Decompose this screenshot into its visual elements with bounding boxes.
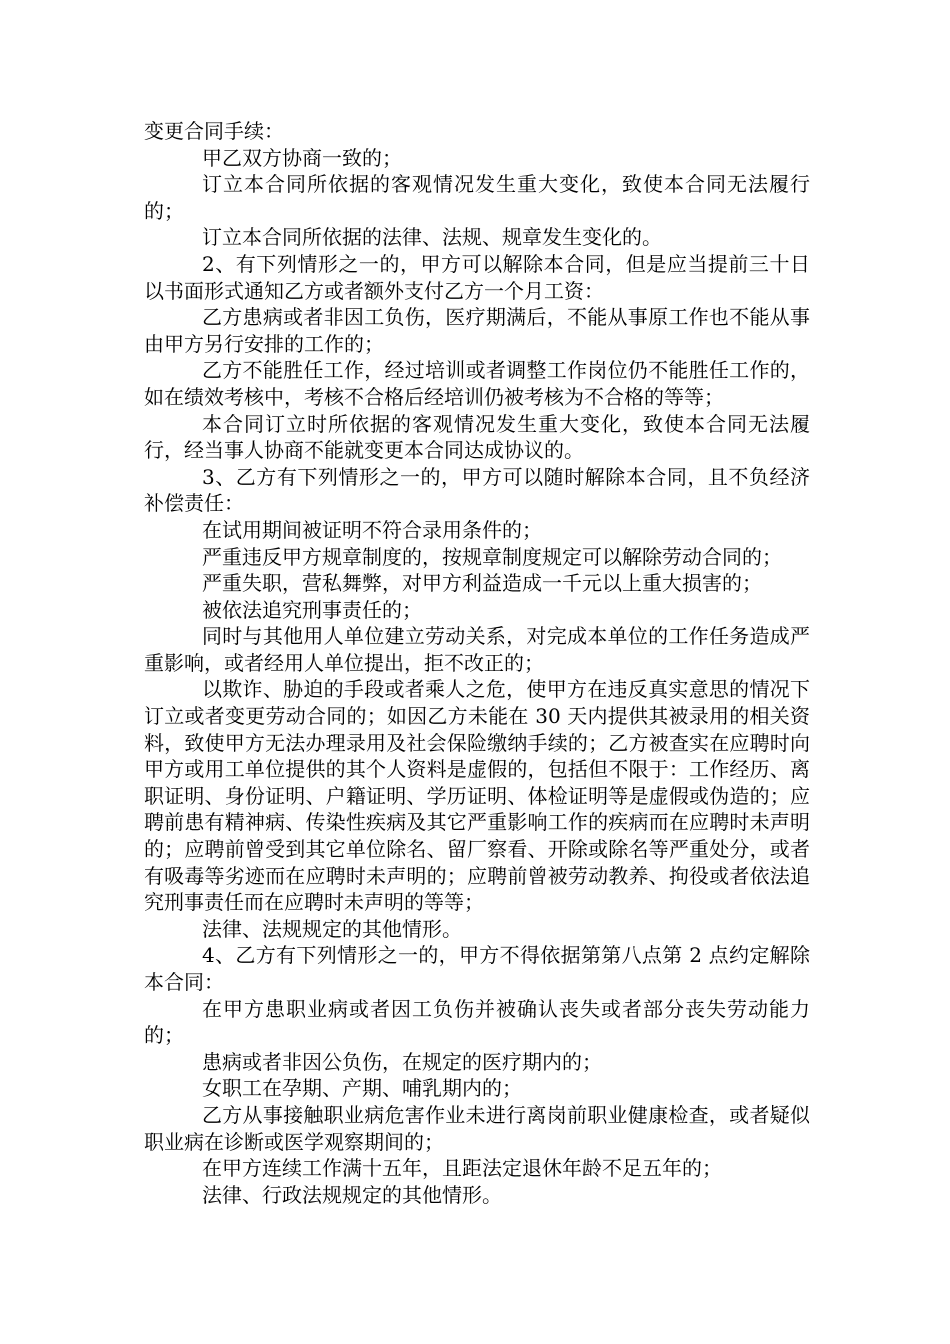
paragraph-item: 同时与其他用人单位建立劳动关系，对完成本单位的工作任务造成严重影响，或者经用人单位提出，拒不改正的； — [144, 624, 810, 675]
paragraph-item: 法律、法规规定的其他情形。 — [202, 916, 462, 941]
paragraph-item: 本合同订立时所依据的客观情况发生重大变化，致使本合同无法履行，经当事人协商不能就变更本合同达成协议的。 — [144, 411, 810, 463]
paragraph-change-procedure: 变更合同手续： — [144, 119, 284, 143]
paragraph-item: 女职工在孕期、产期、哺乳期内的； — [202, 1076, 522, 1101]
paragraph-item: 以欺诈、胁迫的手段或者乘人之危，使甲方在违反真实意思的情况下订立或者变更劳动合同的；如因乙方未能在 30 天内提供其被录用的相关资料，致使甲方无法办理录用及社会保险缴纳手续的；乙方被查实在应聘时向甲方或用工单位提供的其个人资料是虚假的，包括但不限于：工作经历、离职证明、身份证明、户籍证明、学历证明、体检证明等是虚假或伪造的；应聘前患有精神病、传染性疾病及其它严重影响工作的疾病而在应聘时未声明的；应聘前曾受到其它单位除名、留厂察看、开除或除名等严重处分，或者有吸毒等劣迹而在应聘时未声明的；应聘前曾被劳动教养、拘役或者依法追究刑事责任而在应聘时未声明的等等； — [144, 677, 810, 915]
paragraph-item: 订立本合同所依据的法律、法规、规章发生变化的。 — [202, 225, 662, 250]
paragraph-item: 乙方不能胜任工作，经过培训或者调整工作岗位仍不能胜任工作的，如在绩效考核中，考核不合格后经培训仍被考核为不合格的等等； — [144, 358, 810, 409]
paragraph-item: 在甲方患职业病或者因工负伤并被确认丧失或者部分丧失劳动能力的； — [144, 996, 810, 1048]
clause-3-heading: 3、乙方有下列情形之一的，甲方可以随时解除本合同，且不负经济补偿责任： — [144, 464, 810, 516]
paragraph-item: 乙方患病或者非因工负伤，医疗期满后，不能从事原工作也不能从事由甲方另行安排的工作的； — [144, 305, 810, 356]
paragraph-item: 在试用期间被证明不符合录用条件的； — [202, 517, 542, 542]
paragraph-item: 患病或者非因公负伤，在规定的医疗期内的； — [202, 1049, 602, 1074]
paragraph-item: 甲乙双方协商一致的； — [202, 145, 402, 170]
clause-2-heading: 2、有下列情形之一的，甲方可以解除本合同，但是应当提前三十日以书面形式通知乙方或者额外支付乙方一个月工资： — [144, 251, 810, 303]
paragraph-item: 乙方从事接触职业病危害作业未进行离岗前职业健康检查，或者疑似职业病在诊断或医学观察期间的； — [144, 1102, 810, 1154]
paragraph-item: 严重失职，营私舞弊，对甲方利益造成一千元以上重大损害的； — [202, 571, 762, 596]
paragraph-item: 订立本合同所依据的客观情况发生重大变化，致使本合同无法履行的； — [144, 172, 810, 223]
paragraph-item: 法律、行政法规规定的其他情形。 — [202, 1182, 502, 1207]
paragraph-item: 严重违反甲方规章制度的，按规章制度规定可以解除劳动合同的； — [202, 544, 782, 569]
paragraph-item: 被依法追究刑事责任的； — [202, 597, 422, 622]
clause-4-heading: 4、乙方有下列情形之一的，甲方不得依据第第八点第 2 点约定解除本合同： — [144, 943, 810, 994]
paragraph-item: 在甲方连续工作满十五年，且距法定退休年龄不足五年的； — [202, 1156, 722, 1181]
document-page — [144, 118, 810, 1208]
